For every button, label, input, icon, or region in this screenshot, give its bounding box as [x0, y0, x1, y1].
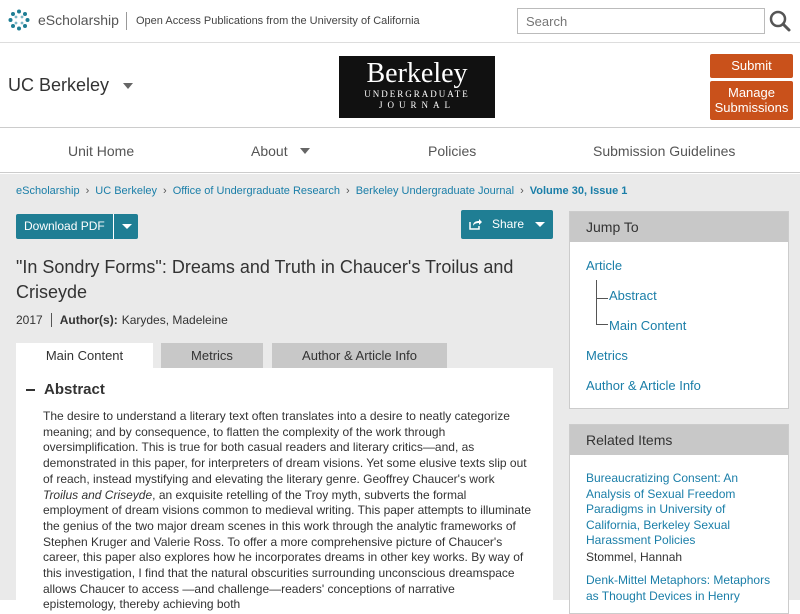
journal-logo-main: Berkeley — [366, 58, 468, 89]
search-button[interactable] — [768, 8, 792, 34]
author-link[interactable]: Karydes, Madeleine — [121, 313, 228, 327]
manage-label-line1: Manage — [728, 85, 775, 100]
chevron-right-icon: › — [520, 185, 524, 197]
download-pdf-label: Download PDF — [24, 219, 105, 233]
tab-author-article-info[interactable]: Author & Article Info — [272, 343, 447, 368]
top-bar — [0, 0, 800, 42]
related-title-line: Denk-Mittel Metaphors: Metaphors — [586, 573, 771, 587]
search-input[interactable] — [518, 9, 764, 33]
tab-metrics[interactable]: Metrics — [161, 343, 263, 368]
escholarship-logo-icon — [8, 9, 30, 31]
share-icon — [469, 218, 482, 230]
journal-logo-sub2: JOURNAL — [378, 100, 455, 110]
site-tagline: Open Access Publications from the University of California — [136, 15, 420, 27]
chevron-down-icon — [123, 83, 133, 89]
related-title-line: as Thought Devices in Henry — [586, 588, 740, 603]
download-pdf-button[interactable] — [16, 214, 138, 239]
chevron-right-icon: › — [85, 185, 90, 197]
authors-label: Author(s): — [59, 313, 118, 327]
unit-header — [0, 42, 800, 128]
caret-down-icon — [122, 224, 132, 229]
chevron-right-icon: › — [163, 185, 167, 197]
jump-article[interactable]: Article — [586, 258, 623, 273]
caret-down-icon — [535, 222, 545, 227]
main-content-panel — [16, 368, 553, 612]
jump-to-heading: Jump To — [570, 212, 788, 242]
abstract-text-part1: The desire to understand a literary text often translates into a desire to neatly categorize meaning; and by consequence, to flatten the complexity of the work through oversimplification. This is true for both casual readers and literary critics—and, as demonstrated in this paper, for interpreters of dream visions. Yet some elusive texts slip out of reach, instead mystifying and elevating the literary genre. Geoffrey Chaucer's work — [43, 409, 527, 486]
tree-branch — [596, 324, 608, 325]
jump-author-article-info[interactable]: Author & Article Info — [586, 378, 701, 393]
publication-year: 2017 — [16, 313, 43, 327]
jump-abstract[interactable]: Abstract — [609, 288, 657, 303]
manage-label-line2: Submissions — [714, 100, 789, 115]
nav-submission-guidelines[interactable]: Submission Guidelines — [593, 143, 736, 159]
nav-unit-home[interactable]: Unit Home — [68, 143, 135, 159]
tree-connector — [596, 280, 597, 324]
search-icon — [768, 8, 792, 34]
download-options-toggle[interactable] — [113, 214, 138, 239]
related-items-box — [569, 424, 789, 614]
related-item-author: Stommel, Hannah — [586, 550, 683, 564]
breadcrumb — [16, 185, 627, 197]
journal-logo-sub1: UNDERGRADUATE — [364, 89, 470, 99]
share-button[interactable] — [461, 210, 553, 239]
campus-label: UC Berkeley — [8, 75, 110, 95]
related-title-line: Bureaucratizing Consent: An — [586, 471, 739, 485]
abstract-text — [43, 409, 531, 613]
related-title-line: Paradigms in University of — [586, 502, 726, 516]
breadcrumb-escholarship[interactable]: eScholarship — [16, 185, 80, 197]
campus-selector[interactable] — [8, 75, 133, 96]
manage-submissions-button[interactable] — [710, 81, 793, 120]
nav-about[interactable] — [251, 143, 310, 159]
abstract-work-title: Troilus and Criseyde — [43, 487, 153, 502]
tree-branch — [596, 298, 608, 299]
chevron-down-icon — [300, 148, 310, 154]
brand-name: eScholarship — [38, 12, 119, 28]
collapse-minus-icon — [26, 389, 35, 391]
breadcrumb-office-undergrad-research[interactable]: Office of Undergraduate Research — [172, 185, 341, 197]
tab-main-content[interactable]: Main Content — [16, 343, 153, 369]
meta-divider — [51, 313, 52, 327]
article-meta — [16, 313, 228, 327]
breadcrumb-journal[interactable]: Berkeley Undergraduate Journal — [355, 185, 515, 197]
main-area — [0, 174, 800, 612]
journal-logo[interactable] — [339, 56, 495, 118]
related-title-line: California, Berkeley Sexual — [586, 517, 731, 532]
logo-divider — [126, 12, 127, 30]
nav-policies[interactable]: Policies — [428, 143, 477, 159]
nav-about-label: About — [251, 143, 288, 159]
chevron-right-icon: › — [346, 185, 350, 197]
abstract-toggle[interactable] — [26, 381, 105, 398]
related-title-line: Harassment Policies — [586, 533, 696, 547]
breadcrumb-current-issue[interactable]: Volume 30, Issue 1 — [529, 185, 628, 197]
breadcrumb-uc-berkeley[interactable]: UC Berkeley — [95, 185, 158, 197]
share-label: Share — [492, 217, 525, 231]
jump-to-box — [569, 211, 789, 409]
escholarship-logo[interactable] — [8, 9, 119, 31]
related-item-title[interactable] — [586, 573, 781, 604]
search-field[interactable] — [517, 8, 765, 34]
related-item-title[interactable] — [586, 471, 746, 549]
related-title-line: Analysis of Sexual Freedom — [586, 486, 736, 501]
abstract-text-part2: , an exquisite retelling of the Troy myth, subverts the formal employment of dream visions common to medieval writing. This paper attempts to illuminate the genius of the two major dream scenes in this work through the analytic frameworks of Stephen Kruger and Valerie Ross. To offer a more comprehensive picture of Chaucer's career, this paper also explores how he incorporates dreams in other key works. By way of this investigation, I find that the natural obscurities surrounding unconscious dreamspace allows Chaucer to access —and challenge—readers' conceptions of narrative epistemology, thereby achieving both — [43, 487, 531, 612]
abstract-heading: Abstract — [44, 381, 105, 398]
jump-main-content[interactable]: Main Content — [609, 318, 687, 333]
article-title: "In Sondry Forms": Dreams and Truth in Chaucer's Troilus and Criseyde — [16, 257, 514, 302]
jump-metrics[interactable]: Metrics — [586, 348, 628, 363]
submit-button[interactable]: Submit — [710, 54, 793, 78]
related-items-heading: Related Items — [570, 425, 788, 455]
unit-nav — [0, 129, 800, 173]
